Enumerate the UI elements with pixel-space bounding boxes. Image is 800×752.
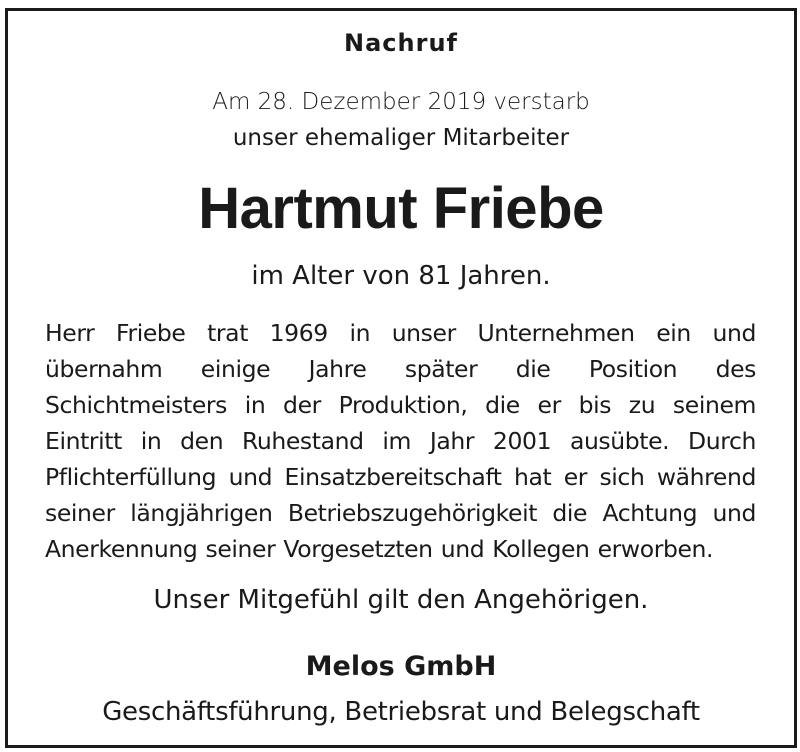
condolence-line: Unser Mitgefühl gilt den Angehörigen. [153,585,649,615]
age-line: im Alter von 81 Jahren. [251,261,551,291]
notice-heading: Nachruf [344,29,458,57]
biography-paragraph: Herr Friebe trat 1969 in unser Unternehmen ein und übernahm einige Jahre später die Position des Schichtmeisters in der Produktion, die er bis zu seinem Eintritt in den Ruhestand im Jahr 2001 ausübte. Durch Pflichterfüllung und Einsatzbereitschaft hat er sich während seiner längjährigen Betriebszugehörigkeit die Achtung und Anerkennung seiner Vorgesetzten und Kollegen erworben. [45,319,756,563]
obituary-notice [5,8,797,748]
company-name: Melos GmbH [305,651,497,682]
signers-line: Geschäftsführung, Betriebsrat und Belegschaft [102,697,700,727]
intro-line-date: Am 28. Dezember 2019 verstarb [212,89,590,115]
intro-line-role: unser ehemaliger Mitarbeiter [232,125,570,151]
deceased-name: Hartmut Friebe [198,176,604,241]
